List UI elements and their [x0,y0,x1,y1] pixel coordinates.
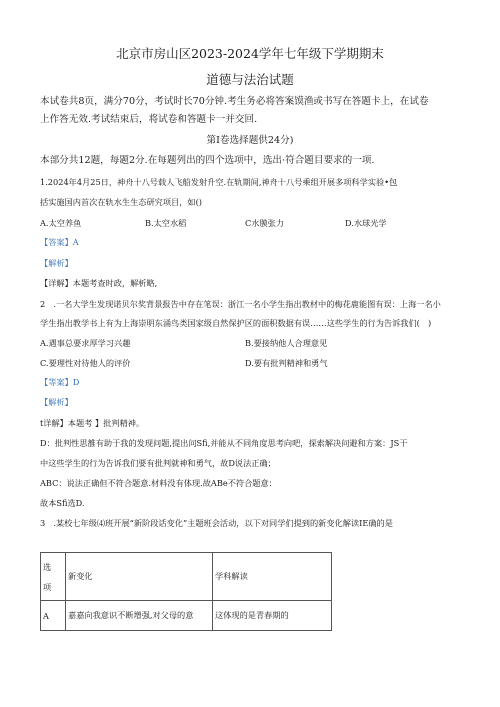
q1-option-d: D.水球光学 [345,218,387,228]
q2-analysis-label: 【解析】 [40,397,73,407]
table-row [41,601,332,631]
table-cell: 嘉嘉向我意识不断增强,对父母的意 [66,601,213,631]
q3-options-table [40,552,332,631]
q1-stem-line-2: 括实施国内首次在轨水生生态研究项目，如() [40,197,202,207]
section-heading: 第I卷选择题供24分) [206,135,294,146]
section-instruction: 本部分共12题，每题2分.在每题列出的四个选项中，选出·符合题目要求的一项. [40,155,375,166]
table-cell: 这体现的是青春期的 [213,601,332,631]
q2-detail-line-1: t详解】本题考 】批判精神。 [40,418,145,428]
q1-detail: 【详解】本题考查时政，解析略, [40,278,158,288]
q2-detail-line-4: ABC：说法正确但不符合题意.材料没有体现.故ABe不符合题意： [40,478,277,488]
q1-option-a: A.太空养鱼 [40,218,82,228]
q2-detail-line-5: 故本Sfi选D. [40,498,85,508]
q2-stem-line-1: 2 .一名大学生发现诺贝尔奖背景报告中存在笔误：浙江一名小学生指出教材中的梅花鹿能图有误：上海一名小 [40,299,441,309]
exam-subtitle: 道德与法治试题 [206,72,294,87]
q3-stem: 3 .某校七年级⑷班开展“新阶段话变化”主题班会活动，以下对同学们提到的新变化解读IE确的是 [40,518,393,528]
q1-answer: 【答案】A [40,237,79,247]
table-header-row [41,553,332,601]
q2-answer: 【等案】D [40,377,80,387]
q2-option-c: C.要理性对待他人的评价 [40,358,131,368]
q2-option-d: D.要有批判精神和勇气 [245,358,328,368]
table-header-cell: 选 项 [41,553,66,601]
q2-option-a: A.遇事总要求厚学习兴趣 [40,338,131,348]
q2-detail-line-2: D：批判性思雒有助于我的发现问题,提出问Sfi,并能从不同角度思考向吧，探索解决问避和方案：JS干 [40,438,408,448]
table-cell: A [41,601,66,631]
q1-analysis-label: 【解析】 [40,258,73,268]
intro-line-1: 本试卷共8页，满分70分，考试时长70分钟.考生务必将答案馍渔或书写在答题卡上，在试卷 [40,96,429,107]
q1-stem-line-1: 1.2024年4月25日，神舟十八号载人飞船发射升空.在轨期间,神舟十八号乘组开展多项科学实验•包 [40,177,398,187]
q2-option-b: B.要接纳他人合理意见 [245,338,328,348]
q2-stem-line-2: 学生指出教学书上有为上海崇明东涌鸟类国家级自然保护区的面积数据有误……这些学生的行为告诉我们( ) [40,318,432,328]
table-header-cell: 新变化 [66,553,213,601]
intro-line-2: 上作答无效.考试结束后，将试卷和答题卡一并交回. [40,114,258,125]
q2-detail-line-3: 中这些学生的行为告诉我们要有批判就神和勇气，故D说法正确； [40,458,276,468]
table-header-cell: 学科解读 [213,553,332,601]
q1-option-c: C水膜张力 [245,218,285,228]
q1-option-b: B.太空水稻 [145,218,187,228]
exam-title: 北京市房山区2023-2024学年七年级下学期期末 [116,46,384,61]
